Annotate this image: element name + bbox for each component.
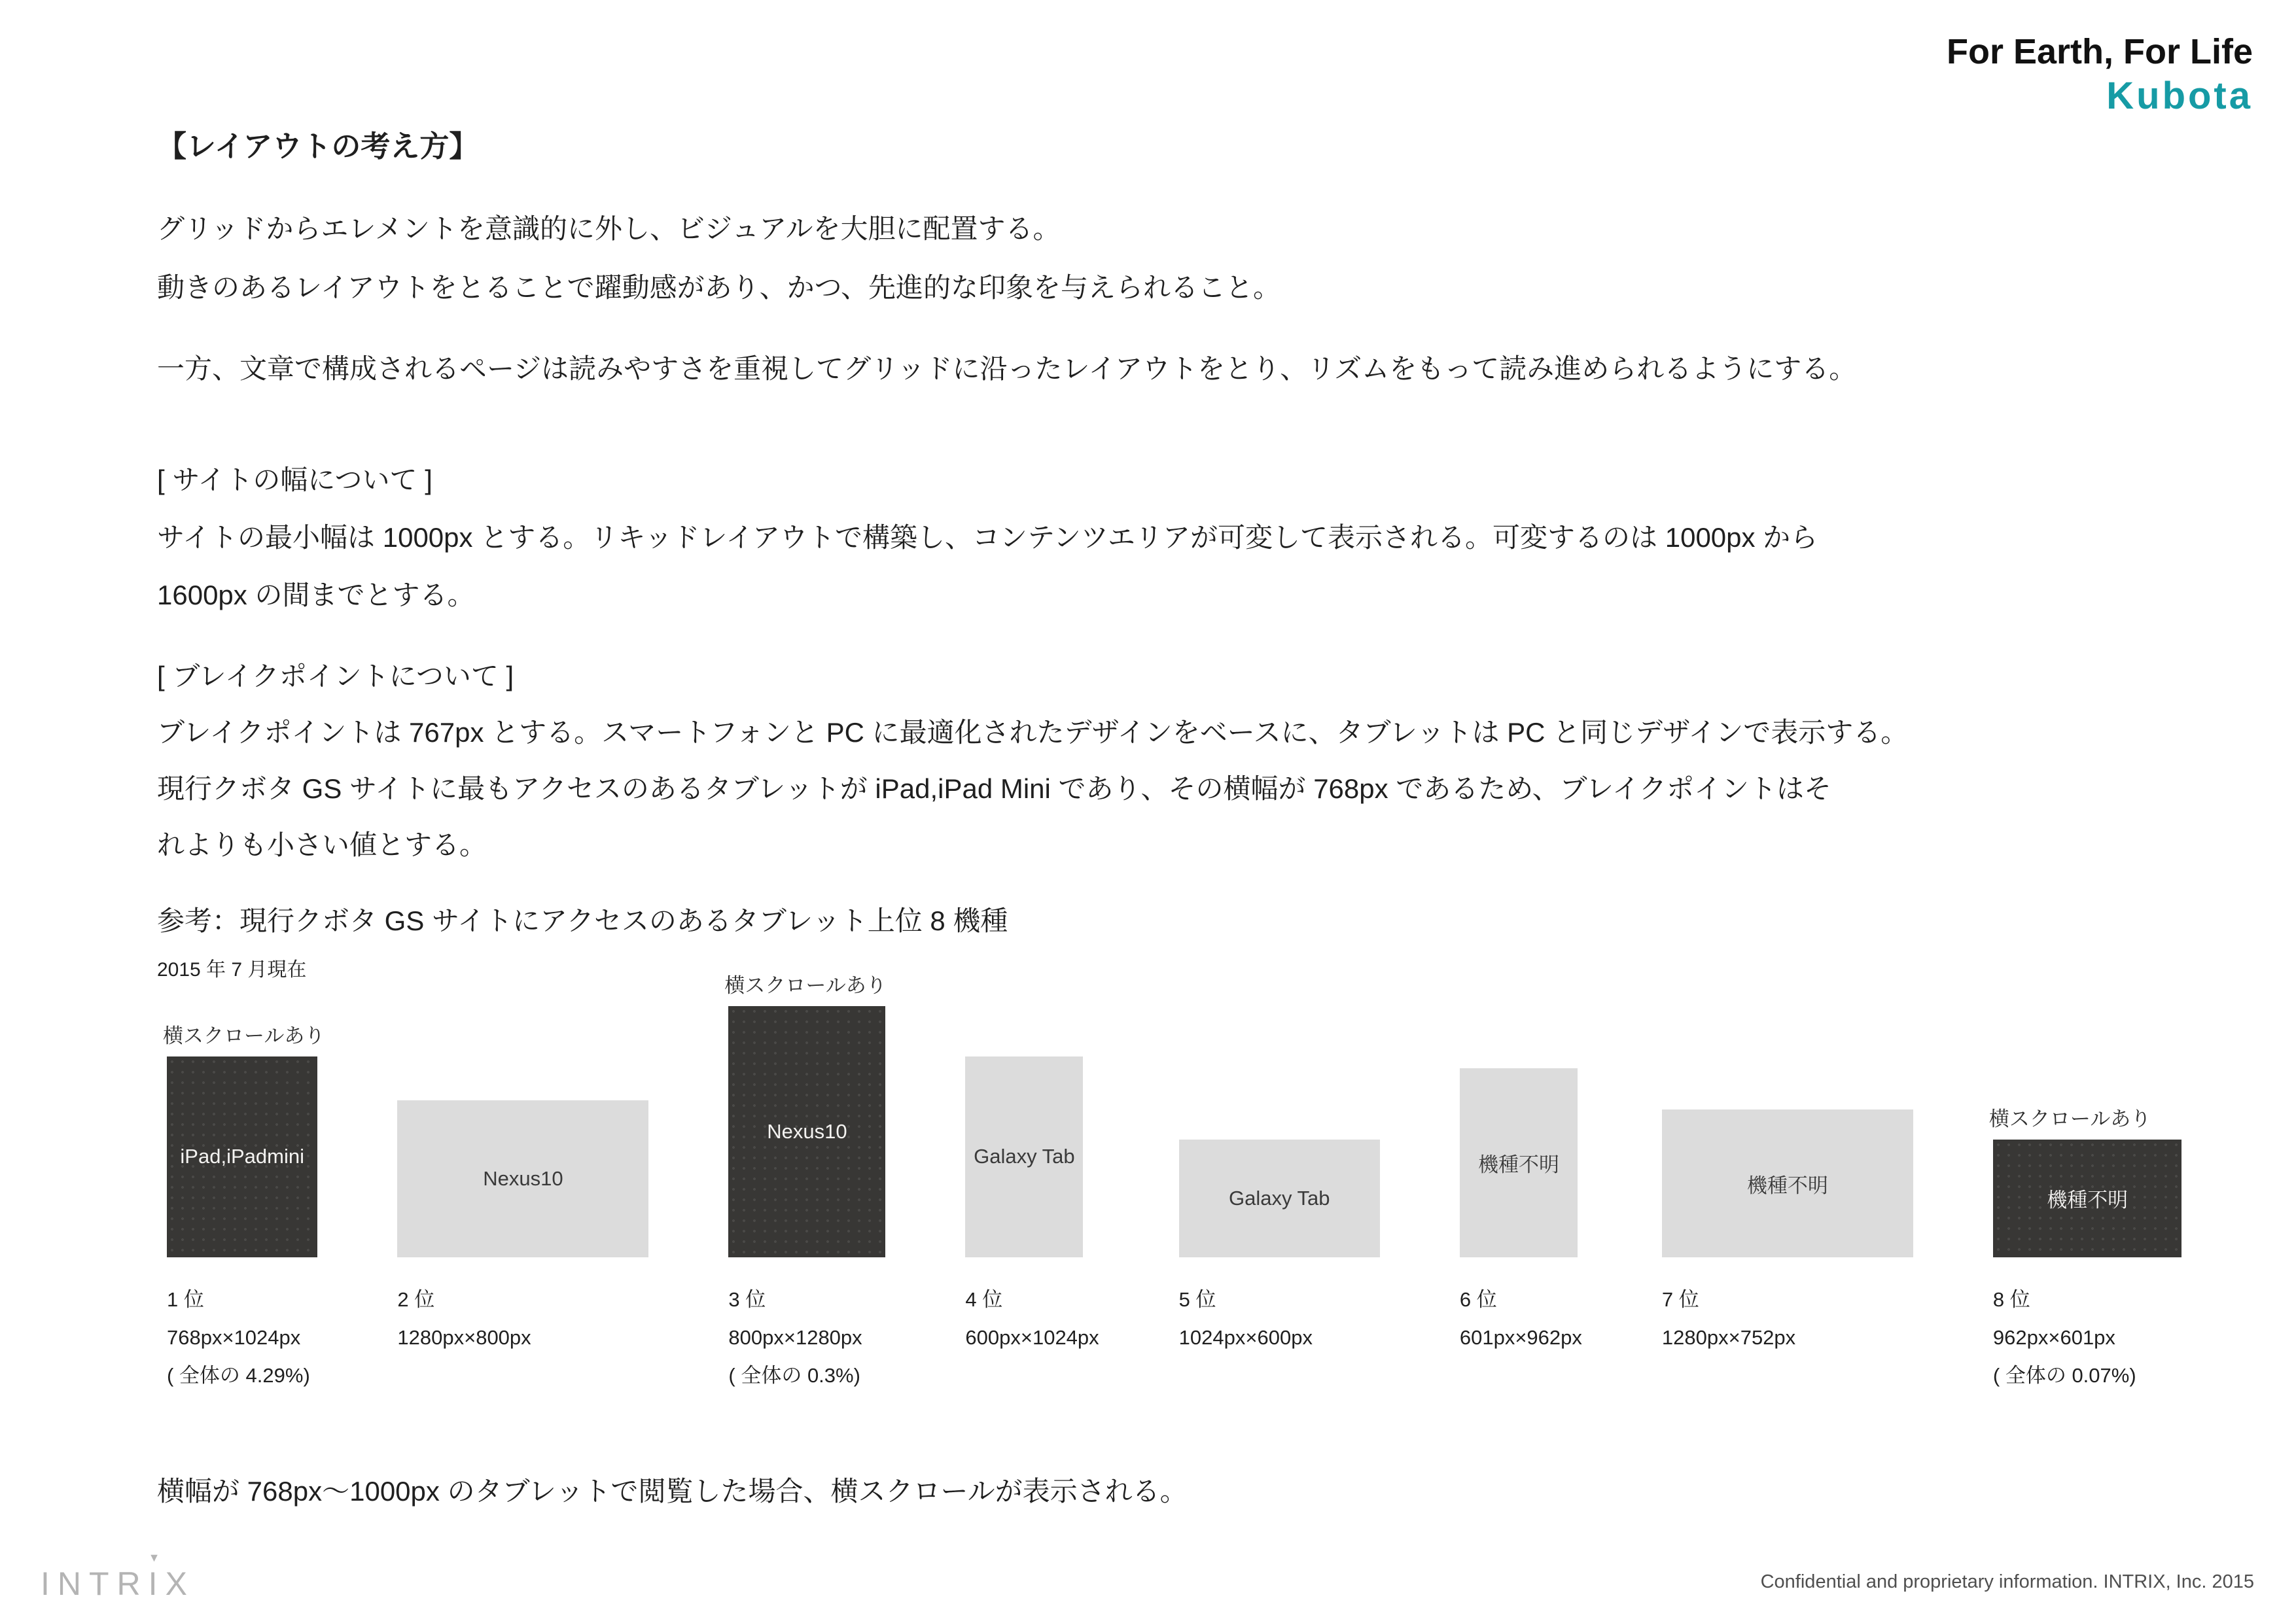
intro-line-3: 一方、文章で構成されるページは読みやすさを重視してグリッドに沿ったレイアウトをとり、リズムをもって読み進められるようにする。 xyxy=(157,353,1857,384)
device-size: 768px×1024px xyxy=(167,1326,301,1349)
site-width-body-2: 1600px の間までとする。 xyxy=(157,580,475,610)
device-column xyxy=(163,1024,325,1401)
device-rank: 4 位 xyxy=(965,1288,1003,1311)
kubota-wordmark: Kubota xyxy=(2106,75,2253,117)
hscroll-label: 横スクロールあり xyxy=(724,974,887,997)
device-size: 800px×1280px xyxy=(728,1326,862,1349)
page-title: 【レイアウトの考え方】 xyxy=(157,130,479,163)
device-bar xyxy=(1460,1068,1578,1257)
device-share xyxy=(1460,1363,1582,1401)
intro-line-2: 動きのあるレイアウトをとることで躍動感があり、かつ、先進的な印象を与えられること。 xyxy=(157,272,1280,303)
device-bar xyxy=(1179,1140,1380,1257)
device-rank: 6 位 xyxy=(1459,1288,1497,1311)
device-bar xyxy=(1988,1107,2182,1257)
device-meta xyxy=(167,1287,317,1401)
device-share xyxy=(1179,1363,1380,1401)
confidential-note: Confidential and proprietary information. INTRIX, Inc. 2015 xyxy=(1760,1571,2254,1592)
device-share xyxy=(397,1363,648,1401)
kubota-tagline: For Earth, For Life xyxy=(1946,32,2253,71)
chart-title: 参考：現行クボタ GS サイトにアクセスのあるタブレット上位 8 機種 xyxy=(157,905,1008,936)
device-name: 機種不明 xyxy=(1478,1153,1559,1177)
device-name: Galaxy Tab xyxy=(974,1145,1075,1168)
intro-line-1: グリッドからエレメントを意識的に外し、ビジュアルを大胆に配置する。 xyxy=(157,213,1061,244)
device-column xyxy=(397,1100,648,1401)
device-rank: 7 位 xyxy=(1661,1288,1699,1311)
device-name: Nexus10 xyxy=(483,1167,563,1190)
device-size: 1024px×600px xyxy=(1178,1326,1313,1349)
device-name: iPad,iPadmini xyxy=(180,1145,304,1168)
breakpoint-body-1: ブレイクポイントは 767px とする。スマートフォンと PC に最適化されたデザインをベースに、タブレットは PC と同じデザインで表示する。 xyxy=(157,717,1909,748)
device-name: 機種不明 xyxy=(1746,1174,1828,1197)
device-meta xyxy=(965,1287,1099,1401)
kubota-logo xyxy=(1947,34,2253,115)
device-bar xyxy=(163,1024,325,1257)
device-column xyxy=(724,974,887,1401)
site-width-body-1: サイトの最小幅は 1000px とする。リキッドレイアウトで構築し、コンテンツエリアが可変して表示される。可変するのは 1000px から xyxy=(157,522,1818,553)
device-column xyxy=(1179,1140,1380,1401)
hscroll-label: 横スクロールあり xyxy=(163,1024,325,1047)
device-meta xyxy=(1179,1287,1380,1401)
tablet-size-chart-row xyxy=(163,974,2181,1401)
device-bar xyxy=(397,1100,648,1257)
device-bar xyxy=(965,1056,1083,1257)
site-width-heading: [ サイトの幅について ] xyxy=(157,464,433,495)
breakpoint-body-2: 現行クボタ GS サイトに最もアクセスのあるタブレットが iPad,iPad Mini であり、その横幅が 768px であるため、ブレイクポイントはそ xyxy=(157,773,1832,804)
device-rank: 1 位 xyxy=(167,1288,204,1311)
device-share: ( 全体の 4.29%) xyxy=(167,1364,310,1387)
device-name: Galaxy Tab xyxy=(1229,1187,1330,1210)
device-meta xyxy=(1662,1287,1913,1401)
device-column xyxy=(965,1056,1099,1401)
device-size: 600px×1024px xyxy=(965,1326,1099,1349)
device-share xyxy=(965,1363,1099,1401)
device-name: Nexus10 xyxy=(767,1120,847,1143)
intrix-logo-pre: INTR xyxy=(41,1565,149,1602)
device-share: ( 全体の 0.3%) xyxy=(728,1364,860,1387)
device-rank: 3 位 xyxy=(728,1288,766,1311)
intrix-triangle-icon: ▼ xyxy=(148,1551,160,1564)
conclusion-text: 横幅が 768px〜1000px のタブレットで閲覧した場合、横スクロールが表示される。 xyxy=(157,1476,1188,1507)
device-meta xyxy=(728,1287,885,1401)
device-share: ( 全体の 0.07%) xyxy=(1992,1364,2136,1387)
device-bar xyxy=(1662,1109,1913,1257)
device-rank: 2 位 xyxy=(397,1288,435,1311)
device-size: 601px×962px xyxy=(1459,1326,1582,1349)
device-size: 1280px×752px xyxy=(1661,1326,1796,1349)
hscroll-label: 横スクロールあり xyxy=(1988,1107,2151,1130)
device-rank: 8 位 xyxy=(1992,1288,2030,1311)
device-meta xyxy=(1460,1287,1582,1401)
device-column xyxy=(1662,1109,1913,1401)
intrix-logo-i: ▼ I xyxy=(148,1551,166,1602)
device-bar xyxy=(724,974,887,1257)
breakpoint-heading: [ ブレイクポイントについて ] xyxy=(157,661,514,691)
device-share xyxy=(1662,1363,1913,1401)
device-size: 962px×601px xyxy=(1992,1326,2115,1349)
chart-date: 2015 年 7 月現在 xyxy=(157,959,307,981)
device-rank: 5 位 xyxy=(1178,1288,1216,1311)
device-meta xyxy=(397,1287,648,1401)
device-column xyxy=(1988,1107,2182,1401)
breakpoint-body-3: れよりも小さい値とする。 xyxy=(157,829,487,860)
device-size: 1280px×800px xyxy=(397,1326,531,1349)
device-column xyxy=(1460,1068,1582,1401)
intrix-logo xyxy=(41,1551,195,1602)
device-meta xyxy=(1993,1287,2182,1401)
device-name: 機種不明 xyxy=(2047,1189,2128,1212)
intrix-logo-post: X xyxy=(165,1565,195,1602)
